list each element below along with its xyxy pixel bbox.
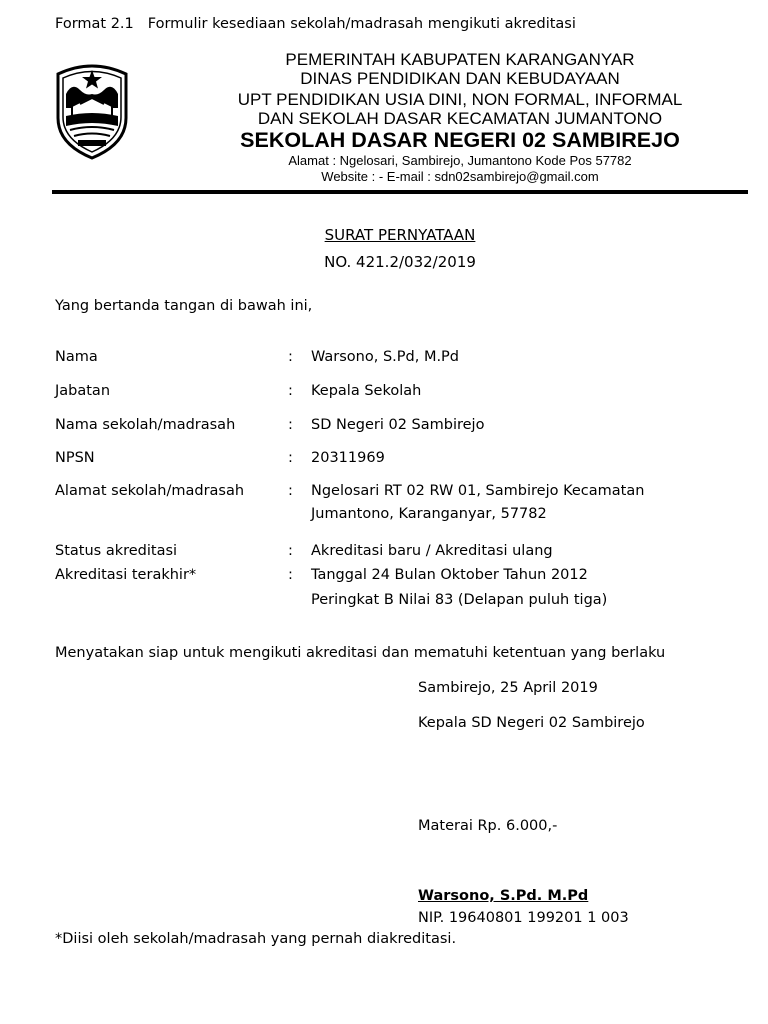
field-colon: : bbox=[288, 483, 293, 499]
letterhead-government: PEMERINTAH KABUPATEN KARANGANYAR bbox=[285, 50, 635, 69]
document-title: SURAT PERNYATAAN bbox=[324, 226, 476, 244]
field-value-nama-sekolah: SD Negeri 02 Sambirejo bbox=[311, 417, 485, 433]
field-colon: : bbox=[288, 417, 293, 433]
field-colon: : bbox=[288, 349, 293, 365]
field-colon: : bbox=[288, 567, 293, 583]
field-label-jabatan: Jabatan bbox=[55, 383, 111, 399]
letterhead-school-name: SEKOLAH DASAR NEGERI 02 SAMBIREJO bbox=[240, 128, 680, 152]
format-description: Formulir kesediaan sekolah/madrasah mengikuti akreditasi bbox=[147, 16, 576, 32]
format-code: Format 2.1 bbox=[55, 16, 134, 32]
field-value-nama: Warsono, S.Pd, M.Pd bbox=[311, 349, 460, 365]
letterhead-unit-continued: DAN SEKOLAH DASAR KECAMATAN JUMANTONO bbox=[257, 109, 663, 128]
field-label-akreditasi-terakhir: Akreditasi terakhir* bbox=[55, 567, 197, 583]
signature-name: Warsono, S.Pd. M.Pd bbox=[418, 888, 589, 904]
letterhead-address: Alamat : Ngelosari, Sambirejo, Jumantono Kode Pos 57782 bbox=[288, 153, 632, 168]
field-value-alamat-line2: Jumantono, Karanganyar, 57782 bbox=[311, 506, 547, 522]
field-value-jabatan: Kepala Sekolah bbox=[311, 383, 422, 399]
field-label-nama: Nama bbox=[55, 349, 98, 365]
kabupaten-emblem-icon bbox=[52, 60, 132, 160]
field-colon: : bbox=[288, 543, 293, 559]
field-colon: : bbox=[288, 450, 293, 466]
field-label-status-akreditasi: Status akreditasi bbox=[55, 543, 178, 559]
signature-position: Kepala SD Negeri 02 Sambirejo bbox=[418, 715, 645, 731]
field-label-nama-sekolah: Nama sekolah/madrasah bbox=[55, 417, 236, 433]
field-value-alamat: Ngelosari RT 02 RW 01, Sambirejo Kecamatan bbox=[311, 483, 645, 499]
document-number: NO. 421.2/032/2019 bbox=[324, 253, 476, 271]
field-value-akreditasi-peringkat: Peringkat B Nilai 83 (Delapan puluh tiga) bbox=[311, 592, 608, 608]
letterhead-unit: UPT PENDIDIKAN USIA DINI, NON FORMAL, INFORMAL bbox=[237, 90, 683, 109]
intro-text: Yang bertanda tangan di bawah ini, bbox=[55, 298, 313, 314]
footnote: *Diisi oleh sekolah/madrasah yang pernah diakreditasi. bbox=[55, 931, 457, 947]
field-label-npsn: NPSN bbox=[55, 450, 95, 466]
signature-materai: Materai Rp. 6.000,- bbox=[418, 818, 558, 834]
letterhead-contact: Website : - E-mail : sdn02sambirejo@gmail.com bbox=[321, 169, 599, 184]
field-value-akreditasi-terakhir: Tanggal 24 Bulan Oktober Tahun 2012 bbox=[311, 567, 588, 583]
field-label-alamat: Alamat sekolah/madrasah bbox=[55, 483, 245, 499]
signature-place-date: Sambirejo, 25 April 2019 bbox=[418, 680, 598, 696]
field-value-npsn: 20311969 bbox=[311, 450, 385, 466]
letterhead-divider bbox=[52, 190, 748, 194]
format-header bbox=[55, 16, 576, 32]
signature-nip: NIP. 19640801 199201 1 003 bbox=[418, 910, 629, 926]
closing-statement: Menyatakan siap untuk mengikuti akreditasi dan mematuhi ketentuan yang berlaku bbox=[55, 645, 666, 661]
field-colon: : bbox=[288, 383, 293, 399]
field-value-status-akreditasi: Akreditasi baru / Akreditasi ulang bbox=[311, 543, 553, 559]
letterhead-department: DINAS PENDIDIKAN DAN KEBUDAYAAN bbox=[300, 69, 620, 88]
